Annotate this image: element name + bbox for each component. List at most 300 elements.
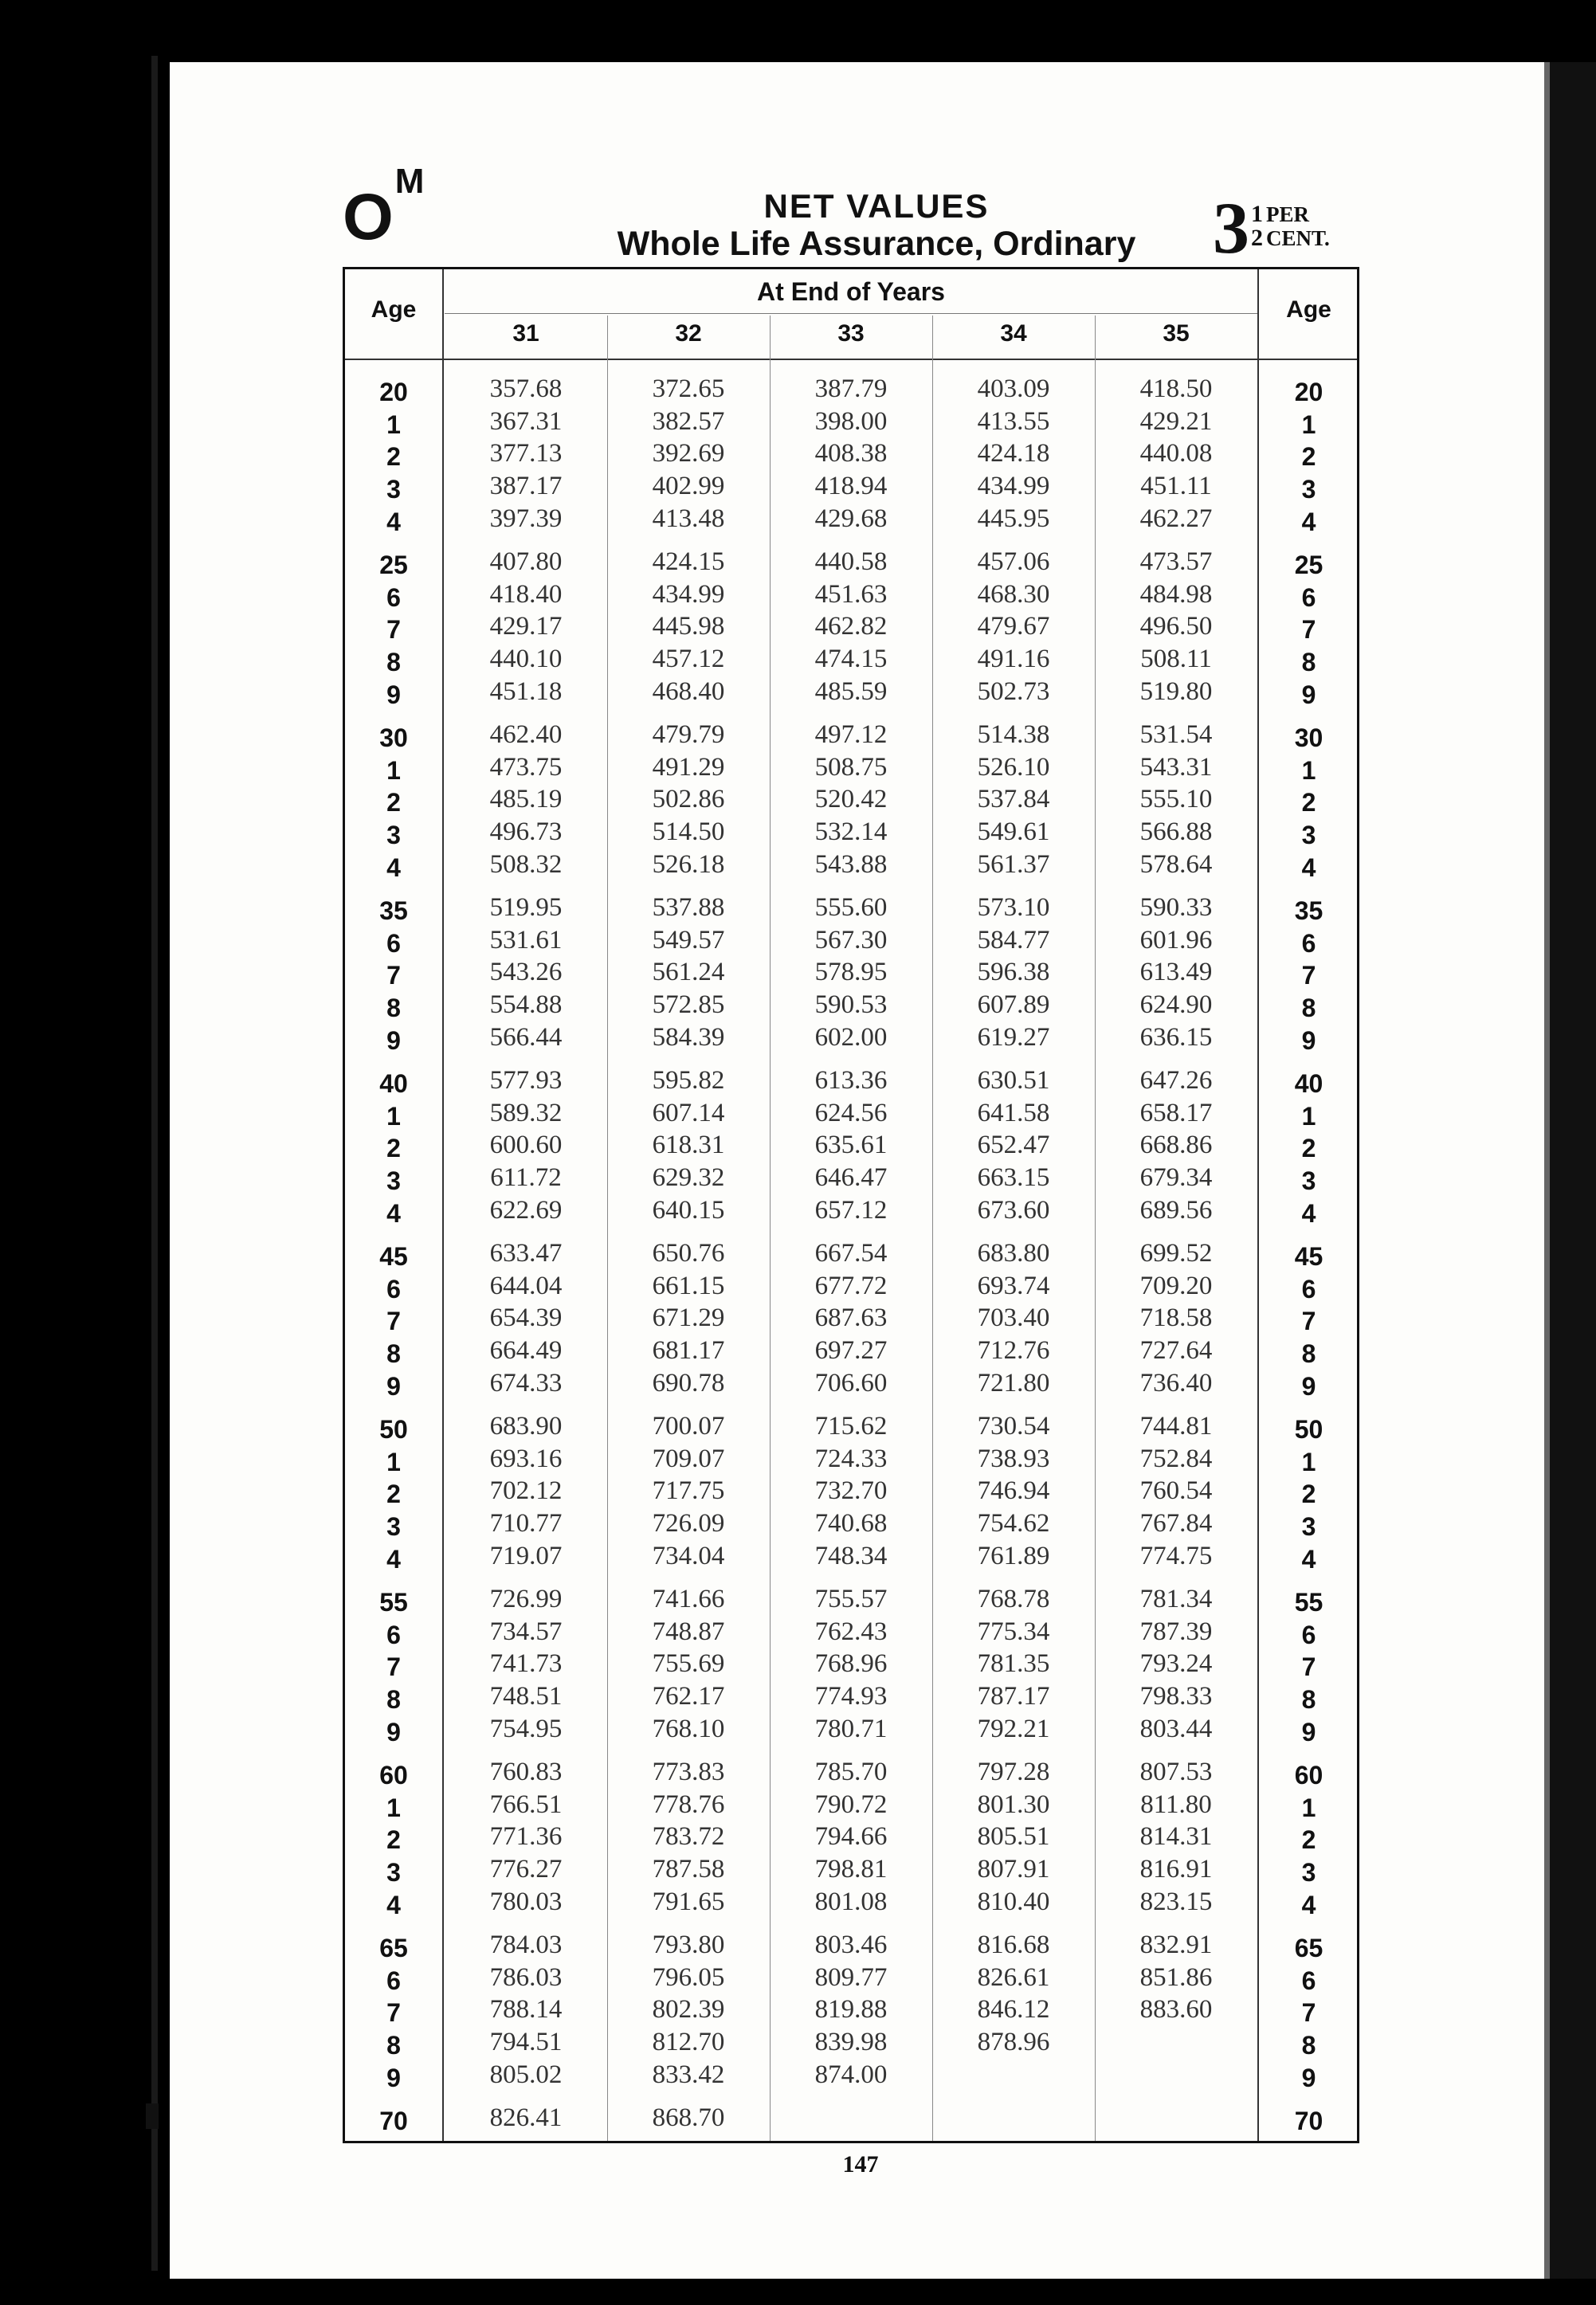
table-row [345, 1993, 1357, 2028]
age-cell-right: 30 [1294, 723, 1323, 752]
value-cell-year-31: 805.02 [489, 2060, 563, 2089]
value-cell-year-33: 578.95 [814, 958, 888, 987]
value-cell-year-35: 555.10 [1139, 785, 1213, 814]
age-cell-left: 1 [386, 410, 401, 439]
value-cell-year-34: 775.34 [977, 1617, 1050, 1646]
rate-fraction-denominator: 2 [1251, 225, 1263, 251]
value-cell-year-33: 785.70 [814, 1758, 888, 1786]
age-cell-left: 1 [386, 1793, 401, 1822]
value-cell-year-33: 497.12 [814, 720, 888, 749]
value-cell-year-32: 468.40 [652, 676, 725, 706]
value-cell-year-33: 740.68 [814, 1509, 888, 1539]
age-cell-right: 6 [1301, 1620, 1316, 1649]
value-cell-year-31: 531.61 [489, 925, 563, 955]
value-cell-year-35: 851.86 [1139, 1962, 1213, 1992]
value-cell-year-32: 802.39 [652, 1995, 725, 2025]
age-cell-right: 2 [1301, 788, 1316, 817]
table-row [345, 2102, 1357, 2134]
value-cell-year-32: 741.66 [652, 1585, 725, 1613]
value-cell-year-34: 491.16 [977, 645, 1050, 674]
value-cell-year-35: 451.11 [1140, 472, 1212, 501]
value-cell-year-31: 589.32 [489, 1098, 563, 1127]
value-cell-year-34: 607.89 [977, 990, 1050, 1020]
age-cell-right: 9 [1301, 680, 1316, 709]
table-row [345, 1237, 1357, 1269]
value-cell-year-31: 485.19 [489, 785, 563, 814]
table-row [345, 1064, 1357, 1096]
value-cell-year-33: 451.63 [814, 579, 888, 609]
value-cell-year-34: 445.95 [977, 504, 1050, 533]
table-mark-letter: O [343, 181, 394, 253]
value-cell-year-32: 768.10 [652, 1714, 725, 1743]
value-cell-year-32: 793.80 [652, 1931, 725, 1959]
age-cell-left: 55 [379, 1588, 408, 1617]
value-cell-year-32: 413.48 [652, 504, 725, 533]
value-cell-year-33: 657.12 [814, 1195, 888, 1225]
value-cell-year-31: 407.80 [489, 547, 563, 576]
table-row [345, 2059, 1357, 2091]
value-cell-year-33 [770, 2102, 932, 2134]
age-cell-right: 6 [1301, 582, 1316, 612]
value-cell-year-35: 699.52 [1139, 1239, 1213, 1268]
value-cell-year-34: 663.15 [977, 1163, 1050, 1193]
value-cell-year-32: 445.98 [652, 612, 725, 641]
value-cell-year-33: 790.72 [814, 1790, 888, 1819]
age-cell-right: 8 [1301, 2031, 1316, 2060]
value-cell-year-35: 736.40 [1139, 1368, 1213, 1398]
value-cell-year-35: 462.27 [1139, 504, 1213, 533]
value-cell-year-31: 600.60 [489, 1131, 563, 1160]
table-row [345, 719, 1357, 751]
value-cell-year-32: 868.70 [652, 2103, 725, 2132]
value-cell-year-34: 754.62 [977, 1509, 1050, 1539]
age-cell-right: 9 [1301, 1025, 1316, 1055]
age-cell-left: 8 [386, 648, 401, 677]
value-cell-year-33: 874.00 [814, 2060, 888, 2089]
value-cell-year-35: 531.54 [1139, 720, 1213, 749]
value-cell-year-35: 636.15 [1139, 1022, 1213, 1052]
value-cell-year-35: 689.56 [1139, 1195, 1213, 1225]
value-cell-year-31: 473.75 [489, 752, 563, 782]
rate-fraction [1251, 202, 1263, 250]
age-cell-left: 20 [379, 378, 408, 406]
value-cell-year-32: 661.15 [652, 1271, 725, 1300]
value-cell-year-35: 496.50 [1139, 612, 1213, 641]
value-cell-year-31: 451.18 [489, 676, 563, 706]
value-cell-year-33: 532.14 [814, 817, 888, 847]
value-cell-year-35: 798.33 [1139, 1682, 1213, 1711]
value-cell-year-35: 760.54 [1139, 1476, 1213, 1506]
age-cell-left: 9 [386, 1025, 401, 1055]
value-cell-year-35: 811.80 [1140, 1790, 1212, 1819]
value-cell-year-31: 418.40 [489, 579, 563, 609]
page-bottom-strip [0, 2279, 1596, 2305]
age-cell-right: 1 [1301, 1101, 1316, 1131]
value-cell-year-35: 823.15 [1139, 1887, 1213, 1916]
table-row [345, 1475, 1357, 1507]
value-cell-year-33: 555.60 [814, 893, 888, 922]
value-cell-year-33: 819.88 [814, 1995, 888, 2025]
value-cell-year-32: 491.29 [652, 752, 725, 782]
value-cell-year-35: 601.96 [1139, 925, 1213, 955]
year-header-31: 31 [512, 320, 539, 347]
age-cell-left: 2 [386, 1480, 401, 1509]
value-cell-year-31: 440.10 [489, 645, 563, 674]
value-cell-year-32: 618.31 [652, 1131, 725, 1160]
value-cell-year-32: 748.87 [652, 1617, 725, 1646]
age-cell-right: 2 [1301, 1134, 1316, 1163]
value-cell-year-32: 549.57 [652, 925, 725, 955]
value-cell-year-35: 590.33 [1139, 893, 1213, 922]
table-row [345, 1929, 1357, 1961]
value-cell-year-34: 807.91 [977, 1855, 1050, 1884]
value-cell-year-35 [1095, 2059, 1257, 2091]
age-cell-right: 4 [1301, 507, 1316, 536]
age-cell-right: 8 [1301, 994, 1316, 1023]
table-row [345, 2026, 1357, 2058]
value-cell-year-32: 783.72 [652, 1822, 725, 1852]
value-cell-year-34: 797.28 [977, 1758, 1050, 1786]
age-cell-right: 70 [1294, 2107, 1323, 2135]
value-cell-year-35: 814.31 [1139, 1822, 1213, 1852]
value-cell-year-35: 679.34 [1139, 1163, 1213, 1193]
header-bottom-rule [345, 359, 1357, 360]
value-cell-year-34: 502.73 [977, 676, 1050, 706]
age-cell-right: 1 [1301, 755, 1316, 785]
value-cell-year-35: 566.88 [1139, 817, 1213, 847]
value-cell-year-35: 727.64 [1139, 1336, 1213, 1366]
value-cell-year-31: 702.12 [489, 1476, 563, 1506]
value-cell-year-31: 496.73 [489, 817, 563, 847]
value-cell-year-33: 520.42 [814, 785, 888, 814]
value-cell-year-33: 762.43 [814, 1617, 888, 1646]
value-cell-year-34: 549.61 [977, 817, 1050, 847]
value-cell-year-32: 392.69 [652, 439, 725, 468]
age-cell-left: 30 [379, 723, 408, 752]
value-cell-year-31: 577.93 [489, 1066, 563, 1095]
age-cell-right: 7 [1301, 1307, 1316, 1336]
rate-whole: 3 [1213, 187, 1249, 269]
value-cell-year-31: 611.72 [490, 1163, 562, 1193]
value-cell-year-31: 508.32 [489, 849, 563, 879]
value-cell-year-32: 755.69 [652, 1649, 725, 1679]
value-cell-year-32: 787.58 [652, 1855, 725, 1884]
value-cell-year-33: 408.38 [814, 439, 888, 468]
value-cell-year-33: 624.56 [814, 1098, 888, 1127]
value-cell-year-32: 561.24 [652, 958, 725, 987]
value-cell-year-33: 567.30 [814, 925, 888, 955]
age-cell-right: 1 [1301, 1447, 1316, 1476]
value-cell-year-34: 768.78 [977, 1585, 1050, 1613]
rate-word-per: PER [1266, 202, 1309, 226]
value-cell-year-31: 377.13 [489, 439, 563, 468]
value-cell-year-31: 519.95 [489, 893, 563, 922]
table-row [345, 816, 1357, 848]
age-cell-left: 7 [386, 1652, 401, 1682]
age-cell-left: 8 [386, 1339, 401, 1369]
table-row [345, 849, 1357, 880]
value-cell-year-32: 382.57 [652, 406, 725, 436]
title-line-2: Whole Life Assurance, Ordinary [617, 225, 1136, 263]
value-cell-year-34: 805.51 [977, 1822, 1050, 1852]
value-cell-year-35: 508.11 [1140, 645, 1212, 674]
age-cell-right: 7 [1301, 961, 1316, 990]
age-cell-right: 3 [1301, 475, 1316, 504]
age-cell-right: 2 [1301, 442, 1316, 472]
table-mark-superscript: M [394, 161, 425, 201]
value-cell-year-31: 794.51 [489, 2028, 563, 2057]
value-cell-year-33: 602.00 [814, 1022, 888, 1052]
age-cell-right: 3 [1301, 1858, 1316, 1888]
value-cell-year-35: 883.60 [1139, 1995, 1213, 2025]
age-cell-left: 50 [379, 1415, 408, 1444]
value-cell-year-32: 457.12 [652, 645, 725, 674]
age-cell-right: 50 [1294, 1415, 1323, 1444]
value-cell-year-34: 810.40 [977, 1887, 1050, 1916]
value-cell-year-33: 543.88 [814, 849, 888, 879]
age-cell-left: 6 [386, 1966, 401, 1995]
table-mark [343, 161, 425, 253]
age-cell-right: 4 [1301, 1890, 1316, 1919]
value-cell-year-32: 629.32 [652, 1163, 725, 1193]
value-cell-year-33: 508.75 [814, 752, 888, 782]
value-cell-year-31: 543.26 [489, 958, 563, 987]
table-row [345, 373, 1357, 405]
age-cell-right: 9 [1301, 1371, 1316, 1401]
age-cell-right: 35 [1294, 896, 1323, 925]
table-row [345, 1756, 1357, 1788]
value-cell-year-31: 771.36 [489, 1822, 563, 1852]
age-cell-right: 6 [1301, 1966, 1316, 1995]
age-cell-right: 7 [1301, 615, 1316, 645]
value-cell-year-34: 468.30 [977, 579, 1050, 609]
age-cell-right: 7 [1301, 1998, 1316, 2028]
value-cell-year-32: 734.04 [652, 1541, 725, 1570]
value-cell-year-31: 462.40 [489, 720, 563, 749]
value-cell-year-34: 673.60 [977, 1195, 1050, 1225]
value-cell-year-34: 403.09 [977, 374, 1050, 403]
value-cell-year-34: 761.89 [977, 1541, 1050, 1570]
value-cell-year-35 [1095, 2102, 1257, 2134]
value-cell-year-35: 781.34 [1139, 1585, 1213, 1613]
age-cell-left: 35 [379, 896, 408, 925]
table-row [345, 1162, 1357, 1194]
rate-word-cent: CENT. [1266, 226, 1330, 250]
value-cell-year-34: 746.94 [977, 1476, 1050, 1506]
age-cell-right: 8 [1301, 1685, 1316, 1715]
age-cell-right: 4 [1301, 1544, 1316, 1574]
value-cell-year-34: 792.21 [977, 1714, 1050, 1743]
value-cell-year-33: 732.70 [814, 1476, 888, 1506]
value-cell-year-34: 652.47 [977, 1131, 1050, 1160]
age-cell-right: 4 [1301, 1198, 1316, 1228]
age-cell-right: 3 [1301, 821, 1316, 850]
value-cell-year-31: 674.33 [489, 1368, 563, 1398]
value-cell-year-32: 640.15 [652, 1195, 725, 1225]
value-cell-year-34: 573.10 [977, 893, 1050, 922]
value-cell-year-33: 462.82 [814, 612, 888, 641]
page-left-notch [146, 2103, 159, 2129]
age-cell-right: 9 [1301, 2063, 1316, 2092]
value-cell-year-34: 641.58 [977, 1098, 1050, 1127]
table-row [345, 1583, 1357, 1615]
value-cell-year-35: 774.75 [1139, 1541, 1213, 1570]
value-cell-year-33: 697.27 [814, 1336, 888, 1366]
value-cell-year-34: 781.35 [977, 1649, 1050, 1679]
value-cell-year-31: 633.47 [489, 1239, 563, 1268]
age-cell-right: 40 [1294, 1069, 1323, 1098]
value-cell-year-34 [932, 2102, 1095, 2134]
value-cell-year-33: 485.59 [814, 676, 888, 706]
age-cell-left: 1 [386, 1101, 401, 1131]
table-row [345, 1853, 1357, 1888]
table-row [345, 676, 1357, 708]
title-line-1: NET VALUES [763, 187, 990, 225]
value-cell-year-35: 484.98 [1139, 579, 1213, 609]
rate-fraction-numerator: 1 [1251, 201, 1263, 227]
age-cell-left: 6 [386, 582, 401, 612]
value-cell-year-35: 429.21 [1139, 406, 1213, 436]
value-cell-year-35: 543.31 [1139, 752, 1213, 782]
value-cell-year-32: 424.15 [652, 547, 725, 576]
value-cell-year-33: 418.94 [814, 472, 888, 501]
age-cell-right: 55 [1294, 1588, 1323, 1617]
value-cell-year-32: 812.70 [652, 2028, 725, 2057]
age-cell-left: 7 [386, 1998, 401, 2028]
value-cell-year-33: 635.61 [814, 1131, 888, 1160]
value-cell-year-34: 479.67 [977, 612, 1050, 641]
age-cell-left: 6 [386, 928, 401, 958]
value-cell-year-35 [1095, 2026, 1257, 2058]
value-cell-year-34: 561.37 [977, 849, 1050, 879]
value-cell-year-35: 624.90 [1139, 990, 1213, 1020]
age-cell-right: 4 [1301, 853, 1316, 882]
value-cell-year-34: 584.77 [977, 925, 1050, 955]
value-cell-year-31: 566.44 [489, 1022, 563, 1052]
table-row [345, 1507, 1357, 1542]
table-row [345, 989, 1357, 1021]
table-row [345, 1129, 1357, 1161]
value-cell-year-35: 718.58 [1139, 1303, 1213, 1333]
value-cell-year-35: 709.20 [1139, 1271, 1213, 1300]
value-cell-year-35: 578.64 [1139, 849, 1213, 879]
value-cell-year-34: 630.51 [977, 1066, 1050, 1095]
age-cell-right: 1 [1301, 410, 1316, 439]
age-cell-left: 9 [386, 2063, 401, 2092]
group-header-rule [445, 313, 1257, 314]
value-cell-year-31: 644.04 [489, 1271, 563, 1300]
age-cell-right: 45 [1294, 1242, 1323, 1271]
value-cell-year-32: 595.82 [652, 1066, 725, 1095]
value-cell-year-34: 721.80 [977, 1368, 1050, 1398]
value-cell-year-33: 768.96 [814, 1649, 888, 1679]
age-cell-left: 70 [379, 2107, 408, 2135]
table-row [345, 1648, 1357, 1680]
value-cell-year-31: 367.31 [489, 406, 563, 436]
age-cell-left: 6 [386, 1620, 401, 1649]
value-cell-year-31: 397.39 [489, 504, 563, 533]
value-cell-year-33: 440.58 [814, 547, 888, 576]
value-cell-year-32: 372.65 [652, 374, 725, 403]
value-cell-year-33: 798.81 [814, 1855, 888, 1884]
table-row [345, 892, 1357, 923]
value-cell-year-32: 671.29 [652, 1303, 725, 1333]
value-cell-year-33: 748.34 [814, 1541, 888, 1570]
value-cell-year-35: 440.08 [1139, 439, 1213, 468]
age-cell-left: 3 [386, 475, 401, 504]
value-cell-year-35: 816.91 [1139, 1855, 1213, 1884]
table-row [345, 578, 1357, 610]
value-cell-year-34: 434.99 [977, 472, 1050, 501]
table-row [345, 1302, 1357, 1334]
value-cell-year-32: 681.17 [652, 1336, 725, 1366]
age-cell-left: 40 [379, 1069, 408, 1098]
value-cell-year-32: 434.99 [652, 579, 725, 609]
value-cell-year-33: 801.08 [814, 1887, 888, 1916]
table-row [345, 1821, 1357, 1855]
table-row [345, 1270, 1357, 1302]
table-row [345, 1021, 1357, 1053]
age-cell-right: 20 [1294, 378, 1323, 406]
value-cell-year-32: 833.42 [652, 2060, 725, 2089]
value-cell-year-32: 690.78 [652, 1368, 725, 1398]
table-row [345, 503, 1357, 535]
age-cell-right: 9 [1301, 1717, 1316, 1746]
age-column-header-right: Age [1286, 296, 1331, 323]
value-cell-year-34: 413.55 [977, 406, 1050, 436]
value-cell-year-34: 683.80 [977, 1239, 1050, 1268]
table-row [345, 1789, 1357, 1821]
value-cell-year-32: 402.99 [652, 472, 725, 501]
value-cell-year-32: 584.39 [652, 1022, 725, 1052]
value-cell-year-33: 780.71 [814, 1714, 888, 1743]
value-cell-year-31: 734.57 [489, 1617, 563, 1646]
value-cell-year-32: 778.76 [652, 1790, 725, 1819]
page-right-edge [1550, 62, 1596, 2305]
value-cell-year-34: 424.18 [977, 439, 1050, 468]
value-cell-year-33: 474.15 [814, 645, 888, 674]
value-cell-year-31: 664.49 [489, 1336, 563, 1366]
value-cell-year-31: 754.95 [489, 1714, 563, 1743]
net-values-table [343, 267, 1359, 2143]
age-cell-right: 60 [1294, 1761, 1323, 1790]
at-end-of-years-header: At End of Years [757, 277, 945, 306]
age-cell-left: 7 [386, 615, 401, 645]
age-cell-left: 9 [386, 680, 401, 709]
year-header-33: 33 [837, 320, 865, 347]
age-cell-left: 25 [379, 551, 408, 579]
value-cell-year-33: 803.46 [814, 1931, 888, 1959]
age-cell-right: 3 [1301, 1166, 1316, 1196]
table-row [345, 437, 1357, 472]
value-cell-year-35: 787.39 [1139, 1617, 1213, 1646]
age-cell-left: 3 [386, 1166, 401, 1196]
value-cell-year-33: 724.33 [814, 1444, 888, 1473]
table-row [345, 1335, 1357, 1369]
value-cell-year-31: 776.27 [489, 1855, 563, 1884]
value-cell-year-33: 809.77 [814, 1962, 888, 1992]
value-cell-year-34: 787.17 [977, 1682, 1050, 1711]
value-cell-year-35: 418.50 [1139, 374, 1213, 403]
age-cell-right: 65 [1294, 1934, 1323, 1962]
value-cell-year-31: 786.03 [489, 1962, 563, 1992]
value-cell-year-32: 700.07 [652, 1412, 725, 1441]
value-cell-year-33: 667.54 [814, 1239, 888, 1268]
value-cell-year-32: 526.18 [652, 849, 725, 879]
age-cell-left: 8 [386, 1685, 401, 1715]
age-cell-left: 9 [386, 1717, 401, 1746]
table-row [345, 783, 1357, 815]
